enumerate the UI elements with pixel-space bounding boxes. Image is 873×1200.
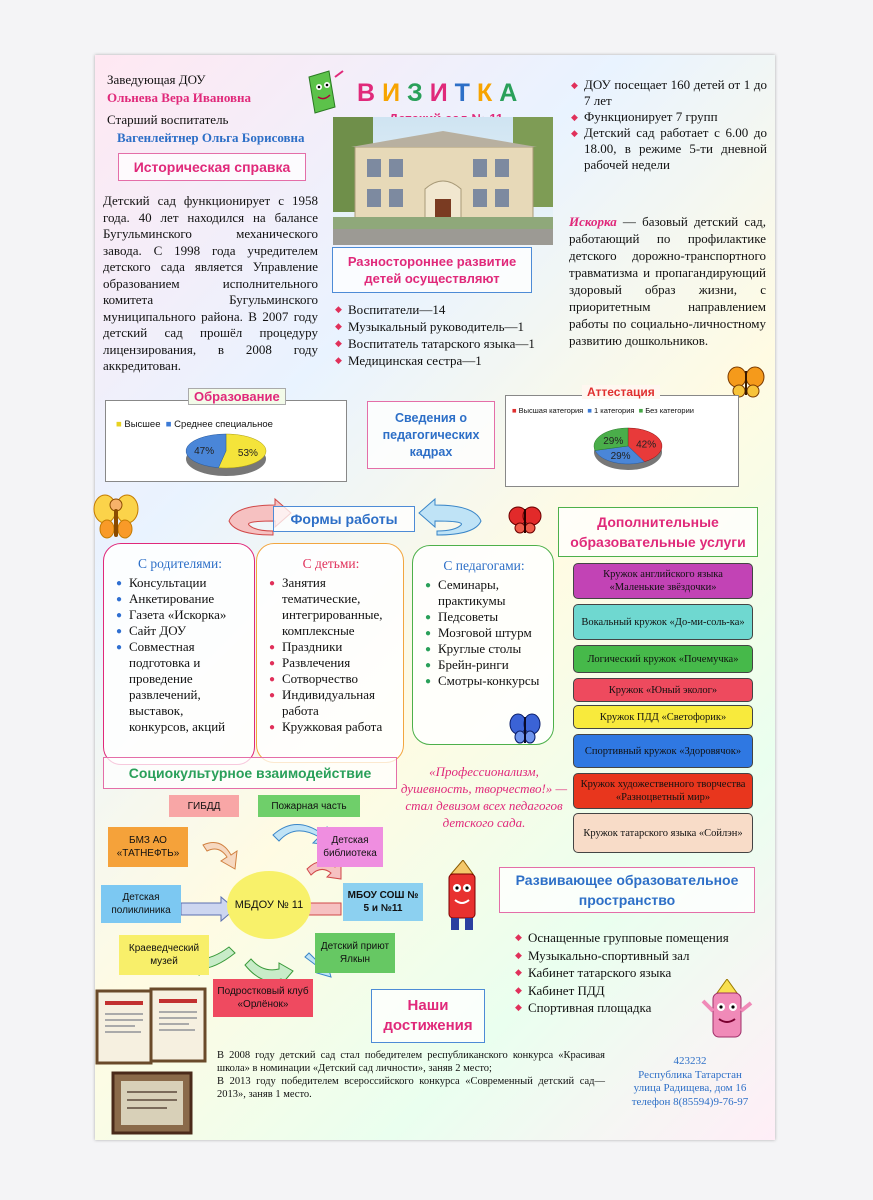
environment-heading: Развивающее образовательное пространство <box>499 867 755 913</box>
history-text: Детский сад функционирует с 1958 года. 40 лет находился на балансе Бугульминского механического завода. С 1998 года учредителем детского сада является Управление образованием исполнительного комитета Бугульминского муниципального района. В 2007 году детский сад прошёл процедуру лицензирования, в 2008 году аккредитован. <box>103 193 318 373</box>
staff-info-box: Сведения о педагогических кадрах <box>367 401 495 469</box>
title-letter: А <box>499 79 525 107</box>
club-item: Вокальный кружок «До-ми-соль-ка» <box>573 604 753 640</box>
staff-item: ◆ Музыкальный руководитель—1 <box>335 318 555 335</box>
staff-list <box>335 301 555 369</box>
title-letter: И <box>382 79 408 107</box>
iskorka-description <box>569 213 766 349</box>
education-chart-box <box>105 389 347 482</box>
teachers-list <box>425 577 543 689</box>
head-info <box>107 71 305 147</box>
attestation-chart-title: Аттестация <box>582 385 660 399</box>
node-gibdd: ГИБДД <box>169 795 239 817</box>
parents-item: ● Сайт ДОУ <box>116 623 244 639</box>
pie-label: 29% <box>610 451 631 463</box>
parents-item: ● Газета «Искорка» <box>116 607 244 623</box>
club-item: Кружок «Юный эколог» <box>573 678 753 702</box>
legend-swatch-first: ■ <box>587 406 592 415</box>
address-phone: телефон 8(85594)9-76-97 <box>631 1095 749 1108</box>
legend-swatch-secondary: ■ <box>165 419 172 430</box>
teachers-item: ● Смотры-конкурсы <box>425 673 543 689</box>
facts-list <box>571 77 767 173</box>
title-letter: В <box>357 79 383 107</box>
attestation-chart-box <box>505 385 739 487</box>
butterfly-red-icon <box>508 505 542 535</box>
parents-item: ● Анкетирование <box>116 591 244 607</box>
address-republic: Республика Татарстан <box>638 1068 742 1081</box>
center-mbdou: МБДОУ № 11 <box>227 871 311 939</box>
children-list <box>269 575 393 735</box>
pie-label: 47% <box>194 446 215 458</box>
teachers-item: ● Мозговой штурм <box>425 625 543 641</box>
iskorka-text: — базовый детский сад, работающий по профилактике детского дорожно-транспортного травматизма и пропагандирующий здоровый образ жизни, с приоритетным направлением работы по социально-личностному развитию дошкольников. <box>569 214 766 348</box>
education-chart-title: Образование <box>188 388 286 405</box>
pencil-mascot-icon <box>299 67 345 117</box>
teachers-item: ● Педсоветы <box>425 609 543 625</box>
history-heading: Историческая справка <box>118 153 306 181</box>
senior-name: Вагенлейтнер Ольга Борисовна <box>117 130 305 145</box>
parents-item: ● Совместная подготовка и проведение развлечений, выставок, конкурсов, акций <box>116 639 244 735</box>
teachers-item: ● Круглые столы <box>425 641 543 657</box>
development-heading: Разностороннее развитие детей осуществляют <box>332 247 532 293</box>
title-letter: И <box>429 79 455 107</box>
social-heading: Социокультурное взаимодействие <box>103 757 397 789</box>
pencil-pink-mascot-icon <box>699 979 755 1051</box>
node-children-clinic: Детская поликлиника <box>101 885 181 923</box>
achievements-heading: Наши достижения <box>371 989 485 1043</box>
children-item: ● Развлечения <box>269 655 393 671</box>
node-orphanage: Детский приют Ялкын <box>315 933 395 973</box>
achievement-2008: В 2008 году детский сад стал победителем республиканского конкурса «Красивая школа» в номинации «Детский сад личности», заняв 2 место; <box>217 1050 605 1074</box>
title-letter: Т <box>454 79 477 107</box>
butterfly-blue-icon <box>509 713 541 745</box>
club-item: Кружок английского языка «Маленькие звёздочки» <box>573 563 753 599</box>
legend-label: 1 категория <box>594 406 635 415</box>
legend-label: Без категории <box>645 406 694 415</box>
legend-swatch-high: ■ <box>512 406 517 415</box>
services-heading: Дополнительные образовательные услуги <box>558 507 758 557</box>
diplomas-photo <box>95 987 213 1139</box>
achievement-2013: В 2013 году победителем всероссийского конкурса «Современный детский сад—2013», заняв 1 место. <box>217 1076 605 1100</box>
environment-item: ◆ Оснащенные групповые помещения <box>515 929 755 947</box>
children-item: ● Занятия тематические, интегрированные, комплексные <box>269 575 393 639</box>
education-pie <box>176 431 276 479</box>
senior-title: Старший воспитатель <box>107 112 229 127</box>
legend-label: Высшее <box>124 419 161 430</box>
legend-swatch-higher: ■ <box>116 419 122 430</box>
head-title: Заведующая ДОУ <box>107 72 206 87</box>
staff-item: ◆ Воспитатели—14 <box>335 301 555 318</box>
title-letter: К <box>476 79 500 107</box>
environment-item: ◆ Спортивная площадка <box>515 999 755 1017</box>
address-block <box>615 1055 765 1109</box>
pencil-red-mascot-icon <box>439 860 487 932</box>
staff-item: ◆ Воспитатель татарского языка—1 <box>335 335 555 352</box>
club-item: Кружок татарского языка «Сойлэн» <box>573 813 753 853</box>
fact-item: ◆ Детский сад работает с 6.00 до 18.00, в режиме 5-ти дневной рабочей недели <box>571 125 767 173</box>
children-block <box>256 543 404 763</box>
parents-item: ● Консультации <box>116 575 244 591</box>
node-bmz-tatneft: БМЗ АО «ТАТНЕФТЬ» <box>108 827 188 867</box>
staff-item: ◆ Медицинская сестра—1 <box>335 352 555 369</box>
teachers-item: ● Брейн-ринги <box>425 657 543 673</box>
node-fire-station: Пожарная часть <box>258 795 360 817</box>
parents-title: С родителями: <box>138 556 222 571</box>
butterfly-mascot-icon <box>93 491 139 543</box>
children-item: ● Сотворчество <box>269 671 393 687</box>
environment-item: ◆ Музыкально-спортивный зал <box>515 947 755 965</box>
iskorka-name: Искорка <box>569 214 617 229</box>
club-item: Спортивный кружок «Здоровячок» <box>573 734 753 768</box>
environment-item: ◆ Кабинет ПДД <box>515 982 755 1000</box>
club-item: Кружок художественного творчества «Разноцветный мир» <box>573 773 753 809</box>
butterfly-icon <box>727 365 765 399</box>
achievements-text <box>217 1049 605 1101</box>
fact-item: ◆ ДОУ посещает 160 детей от 1 до 7 лет <box>571 77 767 109</box>
attestation-legend <box>512 406 694 415</box>
club-item: Кружок ПДД «Светофорик» <box>573 705 753 729</box>
main-title <box>357 79 552 108</box>
education-legend <box>116 419 273 430</box>
node-teen-club: Подростковый клуб «Орлёнок» <box>213 979 313 1017</box>
pie-label: 53% <box>237 447 258 459</box>
node-children-library: Детская библиотека <box>317 827 383 867</box>
postal-index: 423232 <box>673 1055 707 1067</box>
fact-item: ◆ Функционирует 7 групп <box>571 109 767 125</box>
parents-list <box>116 575 244 735</box>
node-school: МБОУ СОШ № 5 и №11 <box>343 883 423 921</box>
business-card-sheet <box>95 55 775 1140</box>
children-title: С детьми: <box>302 556 360 571</box>
pie-label: 42% <box>636 439 657 451</box>
attestation-pie <box>584 420 674 480</box>
head-name: Ольнева Вера Ивановна <box>107 90 252 105</box>
children-item: ● Кружковая работа <box>269 719 393 735</box>
legend-label: Среднее специальное <box>174 419 273 430</box>
parents-block <box>103 543 255 765</box>
node-museum: Краеведческий музей <box>119 935 209 975</box>
legend-swatch-none: ■ <box>638 406 644 415</box>
title-letter: З <box>407 79 430 107</box>
teachers-title: С педагогами: <box>443 558 525 573</box>
legend-label: Высшая категория <box>518 406 584 415</box>
building-photo <box>333 117 553 245</box>
children-item: ● Праздники <box>269 639 393 655</box>
teachers-item: ● Семинары, практикумы <box>425 577 543 609</box>
address-street: улица Радищева, дом 16 <box>633 1082 747 1094</box>
pie-label: 29% <box>603 435 624 447</box>
club-item: Логический кружок «Почемучка» <box>573 645 753 673</box>
environment-item: ◆ Кабинет татарского языка <box>515 964 755 982</box>
children-item: ● Индивидуальная работа <box>269 687 393 719</box>
motto: «Профессионализм, душевность, творчество!» — стал девизом всех педагогов детского сада. <box>400 764 568 830</box>
forms-heading: Формы работы <box>273 506 415 532</box>
